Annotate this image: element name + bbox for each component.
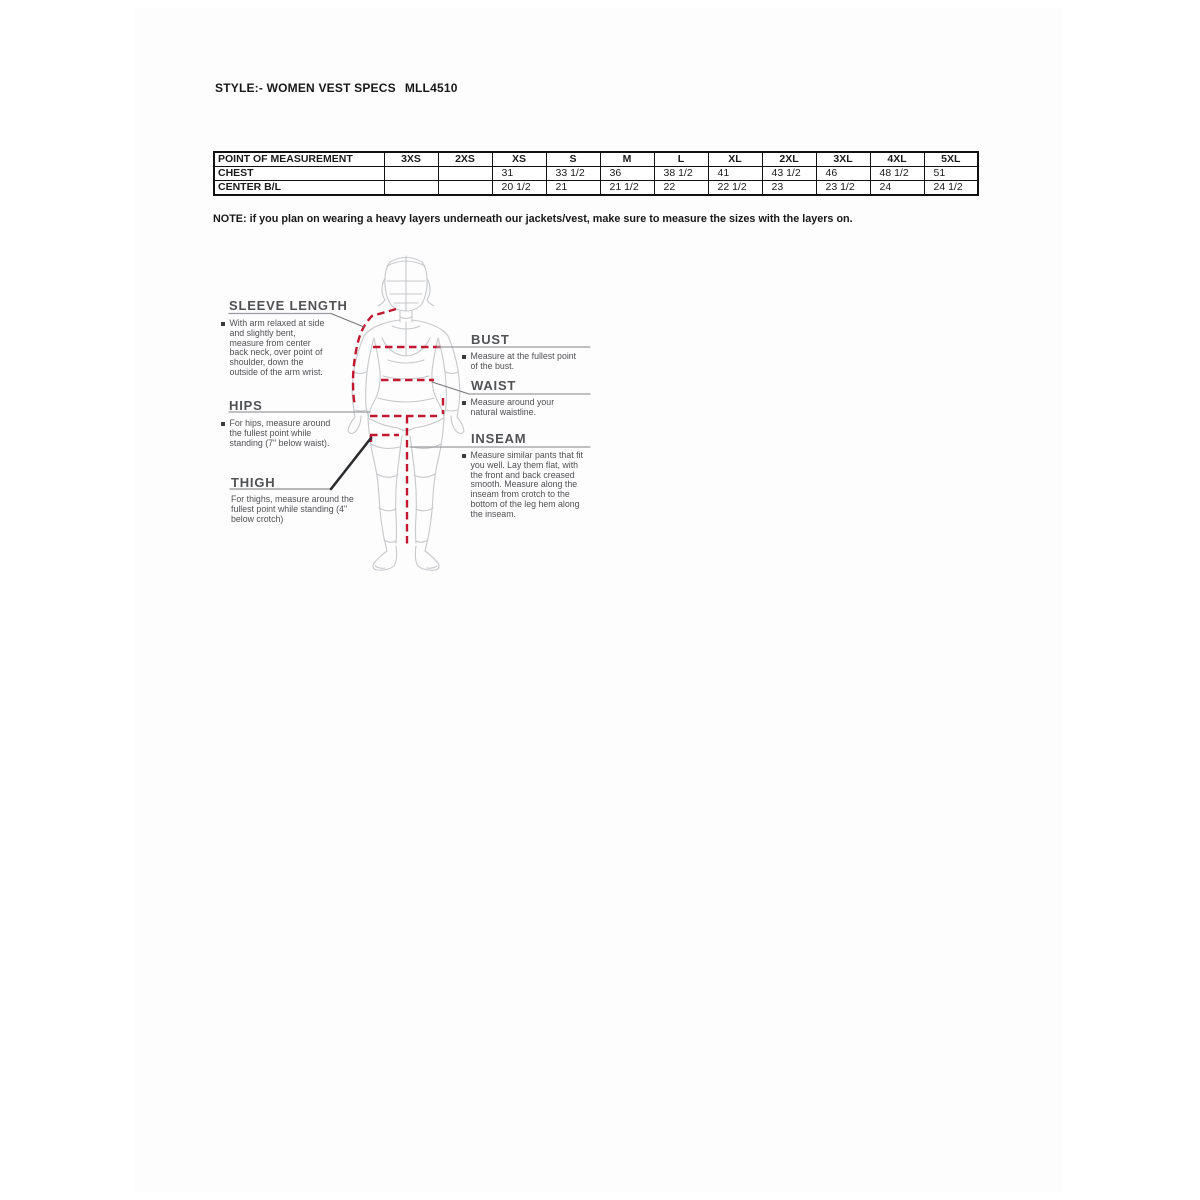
row-label: CENTER B/L xyxy=(214,181,384,196)
cell: 36 xyxy=(600,167,654,181)
col-header-3xl: 3XL xyxy=(816,152,870,167)
row-label: CHEST xyxy=(214,167,384,181)
sleeve-length-description: With arm relaxed at side and slightly bent, measure from center back neck, over point of shoulder, down the outside of the arm wrist. xyxy=(221,319,332,378)
waist-description: Measure around your natural waistline. xyxy=(462,398,571,418)
col-header-point-of-measurement: POINT OF MEASUREMENT xyxy=(214,152,384,167)
thigh-description: For thighs, measure around the fullest point while standing (4" below crotch) xyxy=(231,494,354,524)
col-header-xs: XS xyxy=(492,152,546,167)
col-header-m: M xyxy=(600,152,654,167)
bullet-icon xyxy=(221,322,225,326)
col-header-5xl: 5XL xyxy=(924,152,978,167)
cell: 41 xyxy=(708,167,762,181)
col-header-xl: XL xyxy=(708,152,762,167)
cell: 48 1/2 xyxy=(870,167,924,181)
col-header-4xl: 4XL xyxy=(870,152,924,167)
bust-description: Measure at the fullest point of the bust. xyxy=(462,352,577,372)
cell xyxy=(438,181,492,196)
cell: 24 1/2 xyxy=(924,181,978,196)
cell: 46 xyxy=(816,167,870,181)
hips-description: For hips, measure around the fullest point while standing (7" below waist). xyxy=(221,419,342,448)
style-code: MLL4510 xyxy=(404,81,458,95)
cell: 24 xyxy=(870,181,924,196)
cell: 21 1/2 xyxy=(600,181,654,196)
cell: 20 1/2 xyxy=(492,181,546,196)
cell: 21 xyxy=(546,181,600,196)
cell: 22 xyxy=(654,181,708,196)
table-header-row xyxy=(214,152,978,167)
hips-heading: HIPS xyxy=(229,398,263,413)
col-header-s: S xyxy=(546,152,600,167)
note-text: NOTE: if you plan on wearing a heavy layers underneath our jackets/vest, make sure to measure the sizes with the layers on. xyxy=(213,213,853,225)
cell: 23 1/2 xyxy=(816,181,870,196)
bust-heading: BUST xyxy=(471,332,510,347)
cell: 43 1/2 xyxy=(762,167,816,181)
style-label: STYLE:- WOMEN VEST SPECS xyxy=(215,81,396,95)
table-row-center-bl xyxy=(214,181,978,196)
cell xyxy=(384,167,438,181)
cell xyxy=(438,167,492,181)
bullet-icon xyxy=(462,454,466,458)
col-header-3xs: 3XS xyxy=(384,152,438,167)
cell: 51 xyxy=(924,167,978,181)
cell xyxy=(384,181,438,196)
page-title xyxy=(215,81,458,95)
cell: 38 1/2 xyxy=(654,167,708,181)
thigh-heading: THIGH xyxy=(231,475,276,490)
bullet-icon xyxy=(462,355,466,359)
bullet-icon xyxy=(462,401,466,405)
sleeve-length-heading: SLEEVE LENGTH xyxy=(229,298,348,313)
cell: 31 xyxy=(492,167,546,181)
inseam-heading: INSEAM xyxy=(471,431,527,446)
cell: 23 xyxy=(762,181,816,196)
cell: 22 1/2 xyxy=(708,181,762,196)
col-header-l: L xyxy=(654,152,708,167)
cell: 33 1/2 xyxy=(546,167,600,181)
col-header-2xl: 2XL xyxy=(762,152,816,167)
table-row-chest xyxy=(214,167,978,181)
size-spec-table xyxy=(213,151,979,196)
inseam-description: Measure similar pants that fit you well. Lay them flat, with the front and back creased smooth. Measure along the inseam from crotch to the bottom of the leg hem along the inseam. xyxy=(462,451,589,520)
col-header-2xs: 2XS xyxy=(438,152,492,167)
waist-heading: WAIST xyxy=(471,378,517,393)
bullet-icon xyxy=(221,422,225,426)
